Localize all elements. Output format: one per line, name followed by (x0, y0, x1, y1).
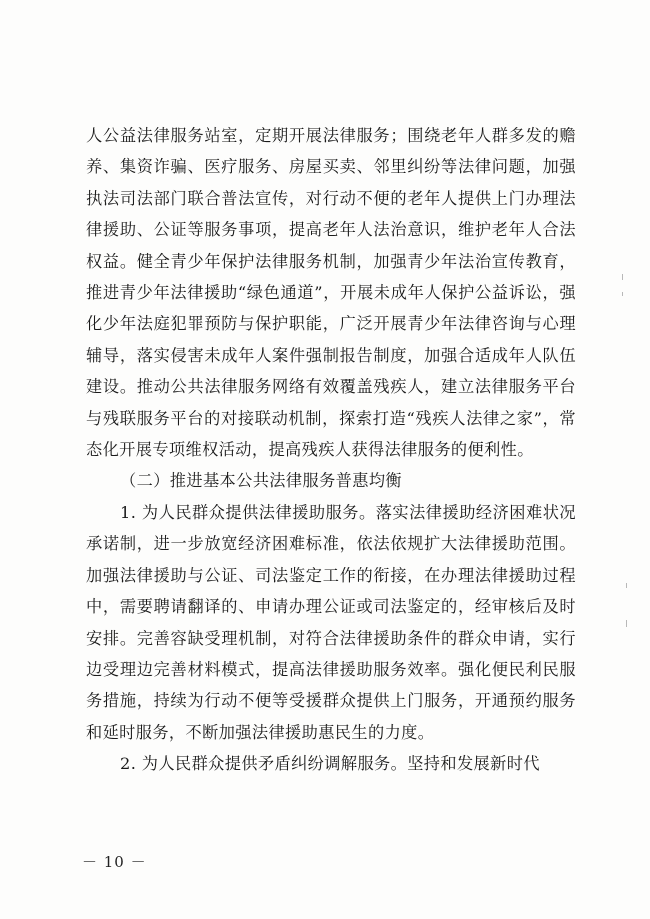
paragraph-mediation: 2. 为人民群众提供矛盾纠纷调解服务。坚持和发展新时代 (120, 754, 540, 774)
scan-mark (626, 620, 627, 627)
page-number: － 10 － (82, 853, 147, 871)
section-heading: （二）推进基本公共法律服务普惠均衡 (120, 471, 403, 491)
paragraph-legal-aid: 1. 为人民群众提供法律援助服务。落实法律援助经济困难状况承诺制，进一步放宽经济困难标准，依法依规扩大法律援助范围。加强法律援助与公证、司法鉴定工作的衔接，在办理法律援助过程中，需要聘请翻译的、申请办理公证或司法鉴定的，经审核后及时安排。完善容缺受理机制，对符合法律援助条件的群众申请，实行边受理边完善材料模式，提高法律援助服务效率。强化便民利民服务措施，持续为行动不便等受援群众提供上门服务，开通预约服务和延时服务，不断加强法律援助惠民生的力度。 (86, 502, 576, 742)
paragraph-continued: 人公益法律服务站室，定期开展法律服务；围绕老年人群多发的赡养、集资诈骗、医疗服务、房屋买卖、邻里纠纷等法律问题，加强执法司法部门联合普法宣传，对行动不便的老年人提供上门办理法律援助、公证等服务事项，提高老年人法治意识，维护老年人合法权益。健全青少年保护法律服务机制，加强青少年法治宣传教育，推进青少年法律援助“绿色通道”，开展未成年人保护公益诉讼，强化少年法庭犯罪预防与保护职能，广泛开展青少年法律咨询与心理辅导，落实侵害未成年人案件强制报告制度，加强合适成年人队伍建设。推动公共法律服务网络有效覆盖残疾人，建立法律服务平台与残联服务平台的对接联动机制，探索打造“残疾人法律之家”，常态化开展专项维权活动，提高残疾人获得法律服务的便利性。 (86, 126, 576, 460)
scan-mark (626, 583, 627, 588)
scan-mark (622, 292, 623, 296)
scan-mark (622, 274, 623, 280)
document-body (86, 120, 576, 780)
